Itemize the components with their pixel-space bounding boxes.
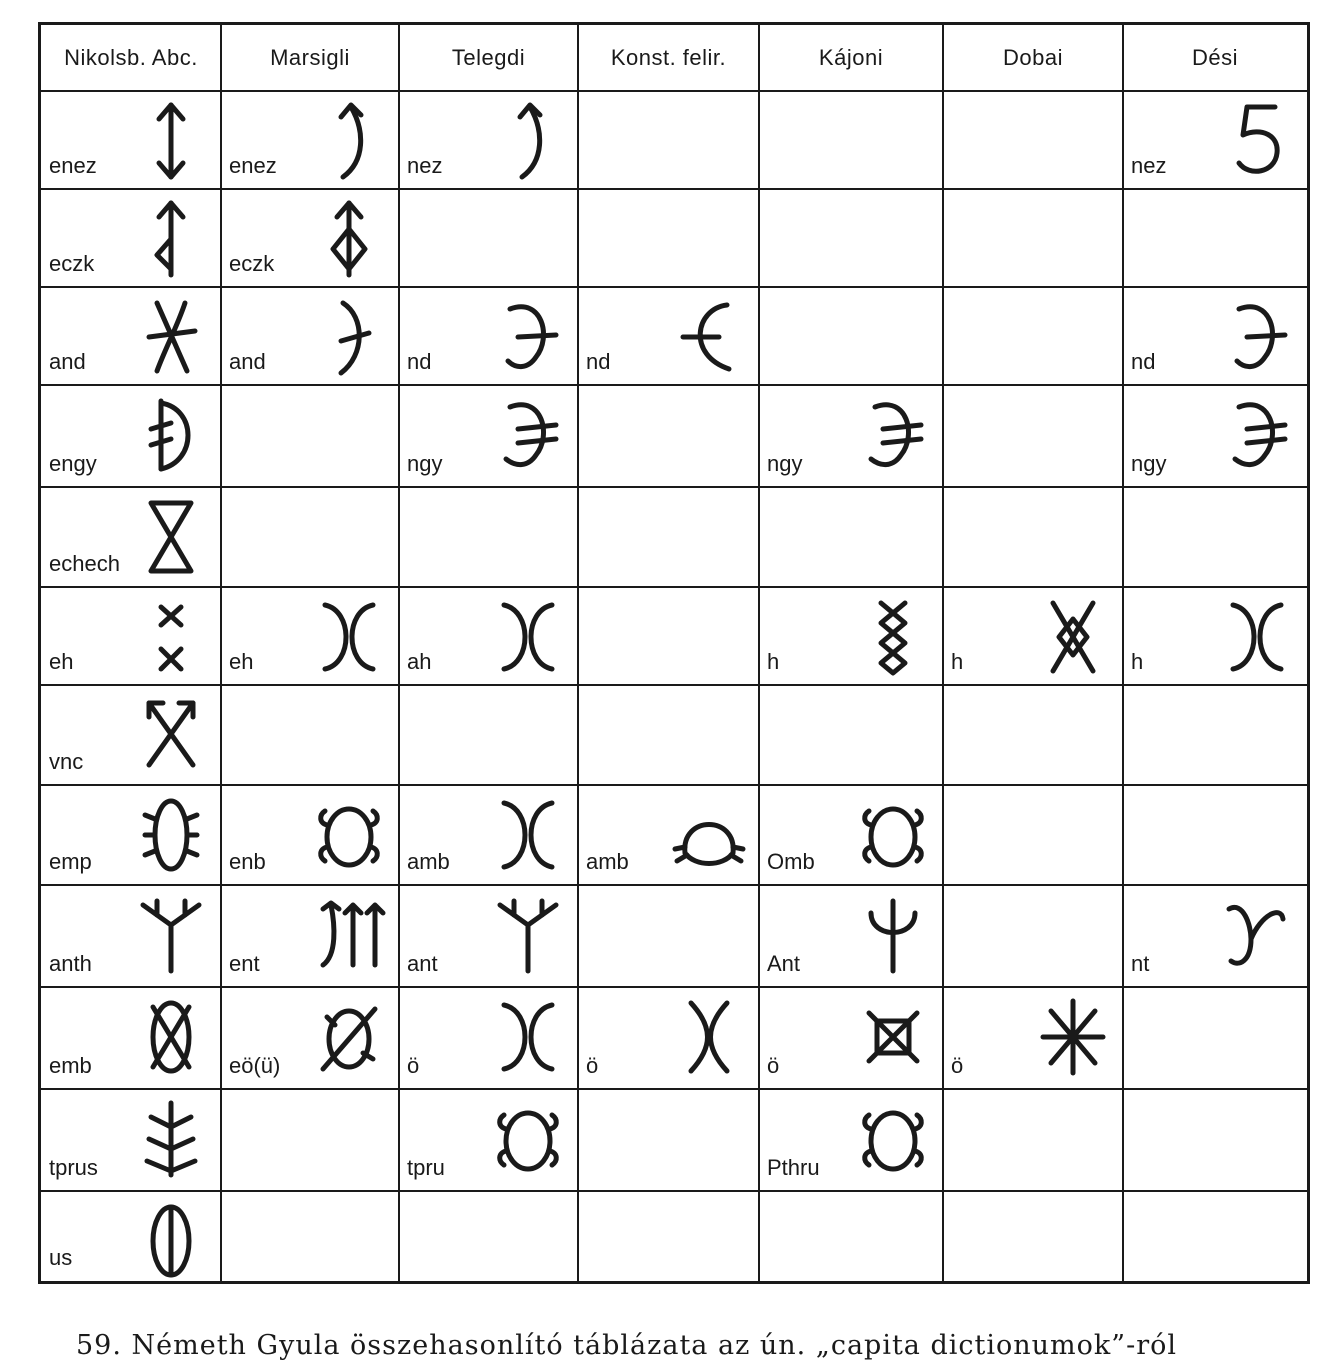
double-x-icon bbox=[135, 597, 207, 677]
cell-label: emp bbox=[49, 849, 92, 874]
star-icon bbox=[1037, 997, 1109, 1077]
crossed-arrows-icon bbox=[135, 695, 207, 775]
table-cell bbox=[1123, 587, 1307, 685]
hook-arrow-icon bbox=[492, 101, 564, 181]
column-header: Marsigli bbox=[270, 45, 350, 70]
table-cell bbox=[759, 587, 943, 685]
cell-label: nt bbox=[1131, 951, 1150, 976]
cell-label: eö(ü) bbox=[229, 1053, 281, 1078]
table-cell bbox=[943, 587, 1123, 685]
double-c-icon bbox=[313, 597, 385, 677]
table-cell bbox=[1123, 885, 1307, 987]
oval-legs-icon bbox=[135, 795, 207, 875]
cell-label: anth bbox=[49, 951, 92, 976]
reversed-c-double-bar-icon bbox=[857, 395, 929, 475]
table-cell bbox=[759, 385, 943, 487]
double-c-icon bbox=[492, 997, 564, 1077]
table-cell bbox=[41, 587, 221, 685]
cell-label: eh bbox=[229, 649, 254, 674]
d-bar-icon bbox=[135, 395, 207, 475]
cell-label: ant bbox=[407, 951, 438, 976]
oval-line-icon bbox=[135, 1201, 207, 1281]
table-cell bbox=[221, 885, 399, 987]
triple-hook-icon bbox=[313, 895, 385, 975]
cell-label: eh bbox=[49, 649, 74, 674]
cell-label: nd bbox=[586, 349, 611, 374]
table-cell bbox=[759, 1089, 943, 1191]
hourglass-icon bbox=[135, 497, 207, 577]
table-cell bbox=[221, 785, 399, 885]
double-arrow-icon bbox=[135, 101, 207, 181]
cell-label: h bbox=[767, 649, 780, 674]
cell-label: nez bbox=[1131, 153, 1167, 178]
table-cell bbox=[221, 91, 399, 189]
cell-label: ngy bbox=[407, 451, 443, 476]
table-cell bbox=[41, 287, 221, 385]
cell-label: Ant bbox=[767, 951, 801, 976]
table-cell bbox=[221, 587, 399, 685]
circle-legs-icon bbox=[313, 795, 385, 875]
cell-label: amb bbox=[407, 849, 450, 874]
table-cell bbox=[399, 785, 578, 885]
cross-stroke-icon bbox=[135, 297, 207, 377]
dome-legs-icon bbox=[673, 795, 745, 875]
column-header: Konst. felir. bbox=[610, 45, 727, 70]
hook-arrow-icon bbox=[313, 101, 385, 181]
table-cell bbox=[759, 987, 943, 1089]
table-cell bbox=[399, 385, 578, 487]
table-cell bbox=[41, 1191, 221, 1281]
table-cell bbox=[578, 785, 759, 885]
table-cell bbox=[1123, 287, 1307, 385]
table-cell bbox=[399, 587, 578, 685]
psi-icon bbox=[857, 895, 929, 975]
cell-label: us bbox=[49, 1245, 73, 1270]
cell-label: echech bbox=[49, 551, 120, 576]
table-cell bbox=[41, 487, 221, 587]
column-header: Dobai bbox=[1003, 45, 1063, 70]
reversed-c-bar-icon bbox=[492, 297, 564, 377]
fork-y-icon bbox=[492, 895, 564, 975]
cell-label: enb bbox=[229, 849, 266, 874]
table-cell bbox=[41, 1089, 221, 1191]
table-cell bbox=[221, 287, 399, 385]
table-cell bbox=[41, 685, 221, 785]
cell-label: nd bbox=[407, 349, 432, 374]
cell-label: nez bbox=[407, 153, 443, 178]
cell-label: Pthru bbox=[767, 1155, 820, 1180]
fork-y-icon bbox=[135, 895, 207, 975]
cell-label: nd bbox=[1131, 349, 1156, 374]
cell-label: tprus bbox=[49, 1155, 98, 1180]
oval-cross-icon bbox=[135, 997, 207, 1077]
chain-x-icon bbox=[857, 597, 929, 677]
cell-label: ngy bbox=[767, 451, 803, 476]
table-cell bbox=[759, 885, 943, 987]
cell-label: engy bbox=[49, 451, 97, 476]
cell-label: amb bbox=[586, 849, 629, 874]
column-header: Nikolsb. Abc. bbox=[64, 45, 198, 70]
column-header: Telegdi bbox=[451, 45, 526, 70]
cell-label: h bbox=[951, 649, 964, 674]
table-cell bbox=[399, 1089, 578, 1191]
cell-label: enez bbox=[49, 153, 97, 178]
cell-label: enez bbox=[229, 153, 277, 178]
c-bar-icon bbox=[673, 297, 745, 377]
cell-label: eczk bbox=[49, 251, 95, 276]
cell-label: ö bbox=[407, 1053, 420, 1078]
cell-label: ah bbox=[407, 649, 432, 674]
circle-legs-icon bbox=[492, 1099, 564, 1179]
table-cell bbox=[221, 189, 399, 287]
five-shape-icon bbox=[1221, 101, 1293, 181]
cell-label: eczk bbox=[229, 251, 275, 276]
cell-label: ö bbox=[767, 1053, 780, 1078]
table-cell bbox=[578, 987, 759, 1089]
table-cell bbox=[1123, 91, 1307, 189]
table-cell bbox=[399, 987, 578, 1089]
table-cell bbox=[578, 287, 759, 385]
table-cell bbox=[1123, 385, 1307, 487]
cell-label: ö bbox=[951, 1053, 964, 1078]
circle-cross-icon bbox=[313, 997, 385, 1077]
cell-label: ngy bbox=[1131, 451, 1167, 476]
row-divider bbox=[41, 486, 1307, 488]
comparison-table bbox=[38, 22, 1310, 1284]
double-c-icon bbox=[492, 795, 564, 875]
figure-caption: 59. Németh Gyula összehasonlító táblázata az ún. „capita dictionumok”-ról bbox=[76, 1330, 1177, 1361]
curly-y-icon bbox=[1221, 895, 1293, 975]
bracket-stroke-icon bbox=[313, 297, 385, 377]
circle-legs-icon bbox=[857, 795, 929, 875]
reversed-c-double-bar-icon bbox=[492, 395, 564, 475]
table-cell bbox=[221, 987, 399, 1089]
reversed-c-bar-icon bbox=[1221, 297, 1293, 377]
cell-label: ö bbox=[586, 1053, 599, 1078]
cell-label: and bbox=[229, 349, 266, 374]
table-cell bbox=[399, 287, 578, 385]
reversed-c-double-bar-icon bbox=[1221, 395, 1293, 475]
square-cross-icon bbox=[857, 997, 929, 1077]
arrow-diamond-icon bbox=[313, 199, 385, 279]
table-cell bbox=[399, 885, 578, 987]
cell-label: ent bbox=[229, 951, 260, 976]
cell-label: tpru bbox=[407, 1155, 445, 1180]
x-diamond-icon bbox=[1037, 597, 1109, 677]
column-header: Dési bbox=[1191, 45, 1238, 70]
cell-label: vnc bbox=[49, 749, 84, 774]
table-cell bbox=[41, 785, 221, 885]
table-cell bbox=[41, 885, 221, 987]
cell-label: emb bbox=[49, 1053, 92, 1078]
cell-label: Omb bbox=[767, 849, 815, 874]
column-header: Kájoni bbox=[818, 45, 884, 70]
table-cell bbox=[41, 987, 221, 1089]
row-divider bbox=[41, 1190, 1307, 1192]
table-grid bbox=[41, 25, 1307, 1281]
branch-icon bbox=[135, 1099, 207, 1179]
table-cell bbox=[759, 785, 943, 885]
arrow-loop-icon bbox=[135, 199, 207, 279]
table-cell bbox=[41, 91, 221, 189]
double-c-icon bbox=[492, 597, 564, 677]
table-cell bbox=[943, 987, 1123, 1089]
double-c-icon bbox=[1221, 597, 1293, 677]
circle-legs-icon bbox=[857, 1099, 929, 1179]
cell-label: h bbox=[1131, 649, 1144, 674]
cell-label: and bbox=[49, 349, 86, 374]
table-cell bbox=[41, 385, 221, 487]
curved-x-icon bbox=[673, 997, 745, 1077]
table-cell bbox=[399, 91, 578, 189]
table-cell bbox=[41, 189, 221, 287]
